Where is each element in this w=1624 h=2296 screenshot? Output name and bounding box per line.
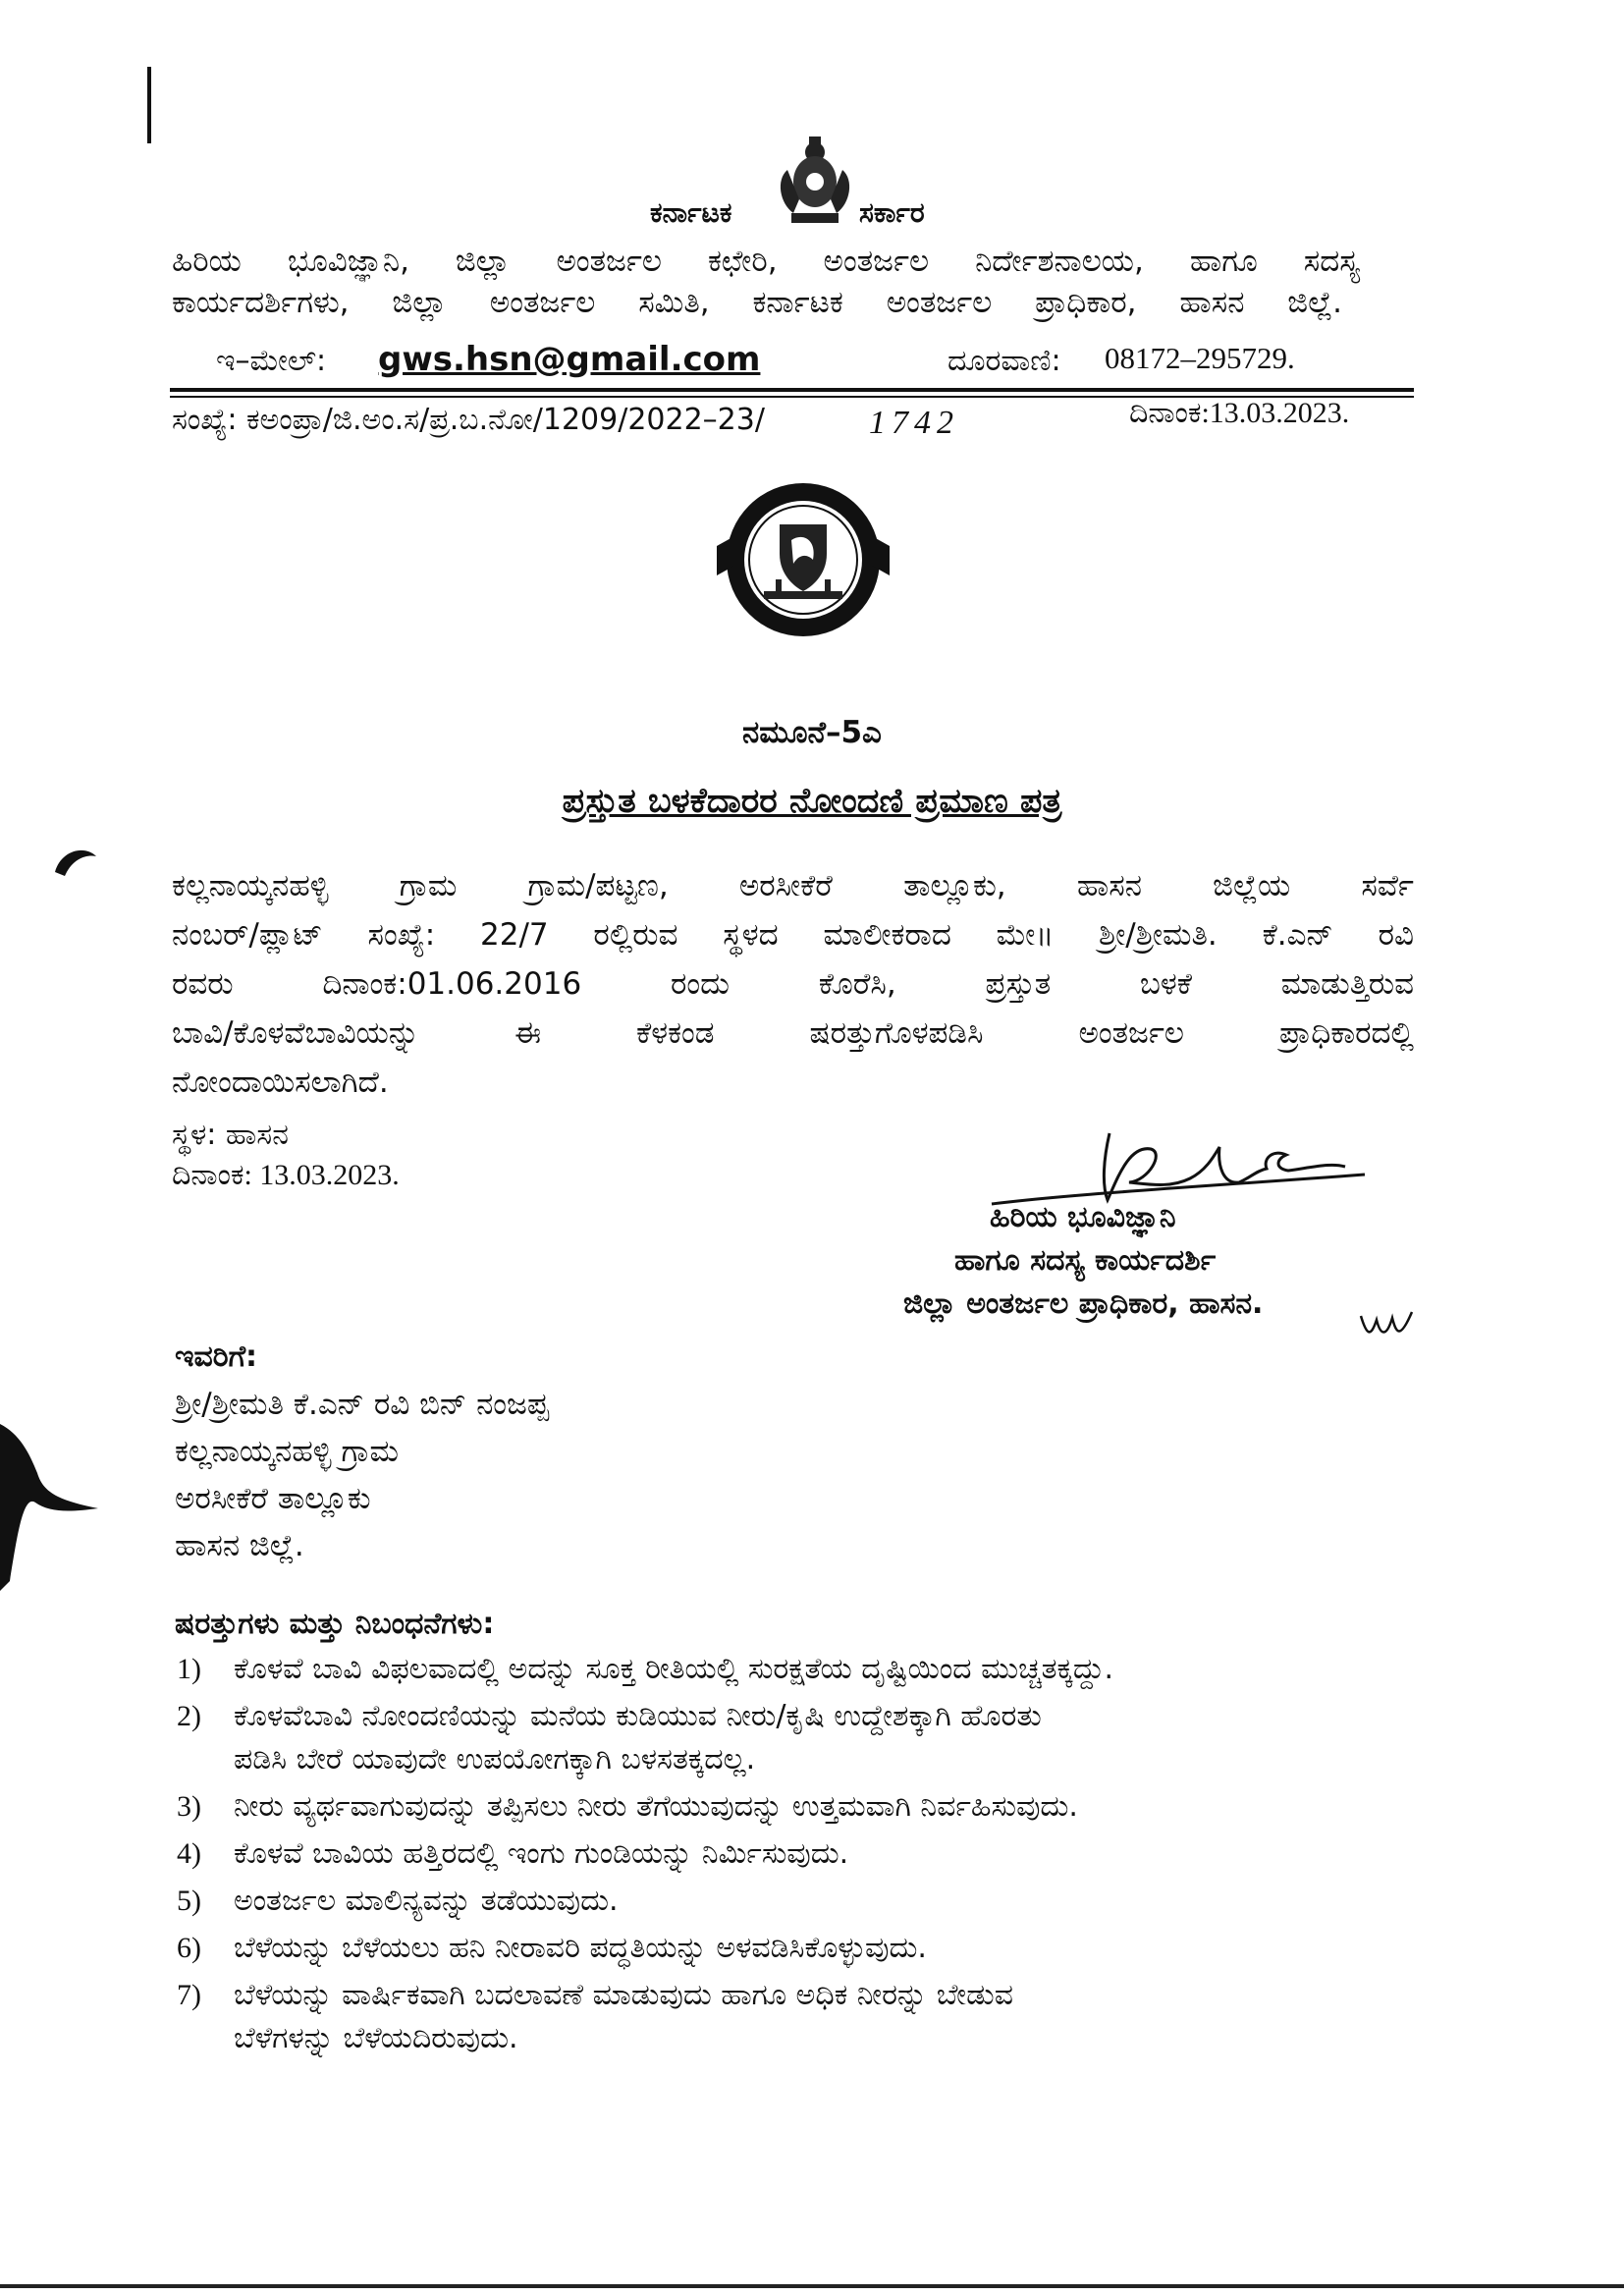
place-label: ಸ್ಥಳ: ಹಾಸನ <box>172 1118 289 1152</box>
condition-text: ಬೆಳೆಯನ್ನು ವಾರ್ಷಿಕವಾಗಿ ಬದಲಾವಣೆ ಮಾಡುವುದು ಹಾಗೂ ಅಧಿಕ ನೀರನ್ನು ಬೇಡುವ <box>234 1978 1013 2012</box>
recipient-district: ಹಾಸನ ಜಿಲ್ಲೆ. <box>175 1528 304 1563</box>
condition-item <box>177 1974 1414 2017</box>
scan-bottom-edge <box>0 2284 1624 2288</box>
groundwater-authority-seal-icon <box>715 481 892 638</box>
condition-item <box>177 1832 1414 1876</box>
reference-date: ದಿನಾಂಕ:13.03.2023. <box>1129 397 1350 429</box>
condition-text: ಕೊಳವೆ ಬಾವಿಯ ಹತ್ತಿರದಲ್ಲಿ ಇಂಗು ಗುಂಡಿಯನ್ನು ನಿರ್ಮಿಸುವುದು. <box>234 1836 849 1871</box>
phone-label: ದೂರವಾಣಿ: <box>947 344 1061 378</box>
condition-item <box>177 1880 1414 1923</box>
form-title: ಪ್ರಸ್ತುತ ಬಳಕೆದಾರರ ನೋಂದಣಿ ಪ್ರಮಾಣ ಪತ್ರ <box>562 782 1062 821</box>
signatory-line-1: ಹಿರಿಯ ಭೂವಿಜ್ಞಾನಿ <box>990 1200 1176 1234</box>
condition-text: ಕೊಳವೆ ಬಾವಿ ವಿಫಲವಾದಲ್ಲಿ ಅದನ್ನು ಸೂಕ್ತ ರೀತಿಯಲ್ಲಿ ಸುರಕ್ಷತೆಯ ದೃಷ್ಟಿಯಿಂದ ಮುಚ್ಚತಕ್ಕದ್ದು. <box>234 1652 1114 1686</box>
office-line-2: ಕಾರ್ಯದರ್ಶಿಗಳು, ಜಿಲ್ಲಾ ಅಂತರ್ಜಲ ಸಮಿತಿ, ಕರ್ನಾಟಕ ಅಂತರ್ಜಲ ಪ್ರಾಧಿಕಾರ, ಹಾಸನ ಜಿಲ್ಲೆ. <box>172 285 1342 320</box>
condition-item <box>177 1695 1414 1738</box>
email-label: ಇ–ಮೇಲ್: <box>216 344 327 378</box>
reference-number: ಸಂಖ್ಯೆ: ಕಅಂಪ್ರಾ/ಜಿ.ಅಂ.ಸ/ಪ್ರ.ಬ.ನೋ/1209/2022–23/ <box>172 403 765 437</box>
body-line-4: ಬಾವಿ/ಕೊಳವೆಬಾವಿಯನ್ನು ಈ ಕೆಳಕಂಡ ಷರತ್ತುಗೊಳಪಡಿಸಿ ಅಂತರ್ಜಲ ಪ್ರಾಧಿಕಾರದಲ್ಲಿ <box>172 1015 1414 1051</box>
condition-number: 6) <box>177 1932 201 1964</box>
condition-number: 2) <box>177 1700 201 1732</box>
body-line-1: ಕಲ್ಲನಾಯ್ಕನಹಳ್ಳಿ ಗ್ರಾಮ ಗ್ರಾಮ/ಪಟ್ಟಣ, ಅರಸೀಕೆರೆ ತಾಲ್ಲೂಕು, ಹಾಸನ ಜಿಲ್ಲೆಯ ಸರ್ವೆ <box>172 868 1414 903</box>
initials-mark <box>1357 1306 1416 1345</box>
condition-text: ಬೆಳೆಯನ್ನು ಬೆಳೆಯಲು ಹನಿ ನೀರಾವರಿ ಪದ್ಧತಿಯನ್ನು ಅಳವಡಿಸಿಕೊಳ್ಳುವುದು. <box>234 1931 927 1965</box>
condition-item <box>177 1648 1414 1691</box>
recipient-label: ಇವರಿಗೆ: <box>175 1339 258 1374</box>
recipient-name: ಶ್ರೀ/ಶ್ರೀಮತಿ ಕೆ.ಎನ್ ರವಿ ಬಿನ್ ನಂಜಪ್ಪ <box>175 1387 550 1422</box>
condition-number: 4) <box>177 1837 201 1870</box>
scan-blot-left <box>51 843 100 882</box>
govt-left-label: ಕರ್ನಾಟಕ <box>650 196 732 229</box>
condition-continuation: ಬೆಳೆಗಳನ್ನು ಬೆಳೆಯದಿರುವುದು. <box>234 2021 518 2055</box>
condition-number: 3) <box>177 1790 201 1823</box>
header-rule-thick <box>170 388 1414 392</box>
condition-number: 1) <box>177 1653 201 1685</box>
office-line-1: ಹಿರಿಯ ಭೂವಿಜ್ಞಾನಿ, ಜಿಲ್ಲಾ ಅಂತರ್ಜಲ ಕಛೇರಿ, ಅಂತರ್ಜಲ ನಿರ್ದೇಶನಾಲಯ, ಹಾಗೂ ಸದಸ್ಯ <box>172 244 1360 279</box>
condition-item <box>177 1927 1414 1970</box>
condition-item <box>177 1785 1414 1829</box>
scan-blot-left-lower <box>0 1414 108 1611</box>
conditions-heading: ಷರತ್ತುಗಳು ಮತ್ತು ನಿಬಂಧನೆಗಳು: <box>175 1607 495 1641</box>
condition-number: 5) <box>177 1885 201 1917</box>
govt-right-label: ಸರ್ಕಾರ <box>859 196 925 229</box>
signatory-line-3: ಜಿಲ್ಲಾ ಅಂತರ್ಜಲ ಪ್ರಾಧಿಕಾರ, ಹಾಸನ. <box>903 1286 1264 1321</box>
recipient-taluk: ಅರಸೀಕೆರೆ ತಾಲ್ಲೂಕು <box>175 1481 371 1516</box>
body-line-3: ರವರು ದಿನಾಂಕ:01.06.2016 ರಂದು ಕೊರೆಸಿ, ಪ್ರಸ್ತುತ ಬಳಕೆ ಮಾಡುತ್ತಿರುವ <box>172 966 1414 1002</box>
condition-number: 7) <box>177 1979 201 2011</box>
condition-text: ಕೊಳವೆಬಾವಿ ನೋಂದಣಿಯನ್ನು ಮನೆಯ ಕುಡಿಯುವ ನೀರು/ಕೃಷಿ ಉದ್ದೇಶಕ್ಕಾಗಿ ಹೊರತು <box>234 1699 1042 1733</box>
body-line-5: ನೋಂದಾಯಿಸಲಾಗಿದೆ. <box>172 1065 389 1100</box>
body-line-2: ನಂಬರ್/ಪ್ಲಾಟ್ ಸಂಖ್ಯೆ: 22/7 ರಲ್ಲಿರುವ ಸ್ಥಳದ ಮಾಲೀಕರಾದ ಮೇ॥ ಶ್ರೀ/ಶ್ರೀಮತಿ. ಕೆ.ಎನ್ ರವಿ <box>172 917 1414 953</box>
condition-text: ಅಂತರ್ಜಲ ಮಾಲಿನ್ಯವನ್ನು ತಡೆಯುವುದು. <box>234 1884 619 1918</box>
karnataka-emblem-icon <box>766 131 864 229</box>
scan-mark-top-left <box>147 67 151 143</box>
phone-number: 08172–295729. <box>1105 341 1295 375</box>
reference-handwritten-number: 1742 <box>869 405 959 441</box>
form-number: ನಮೂನೆ–5ಎ <box>742 715 882 750</box>
issue-date: ದಿನಾಂಕ: 13.03.2023. <box>172 1159 400 1191</box>
condition-text: ನೀರು ವ್ಯರ್ಥವಾಗುವುದನ್ನು ತಪ್ಪಿಸಲು ನೀರು ತೆಗೆಯುವುದನ್ನು ಉತ್ತಮವಾಗಿ ನಿರ್ವಹಿಸುವುದು. <box>234 1789 1078 1824</box>
signatory-line-2: ಹಾಗೂ ಸದಸ್ಯ ಕಾರ್ಯದರ್ಶಿ <box>954 1243 1217 1278</box>
recipient-village: ಕಲ್ಲನಾಯ್ಕನಹಳ್ಳಿ ಗ್ರಾಮ <box>175 1434 400 1469</box>
email-link[interactable]: gws.hsn@gmail.com <box>378 340 761 379</box>
condition-continuation: ಪಡಿಸಿ ಬೇರೆ ಯಾವುದೇ ಉಪಯೋಗಕ್ಕಾಗಿ ಬಳಸತಕ್ಕದಲ್ಲ. <box>234 1742 756 1777</box>
